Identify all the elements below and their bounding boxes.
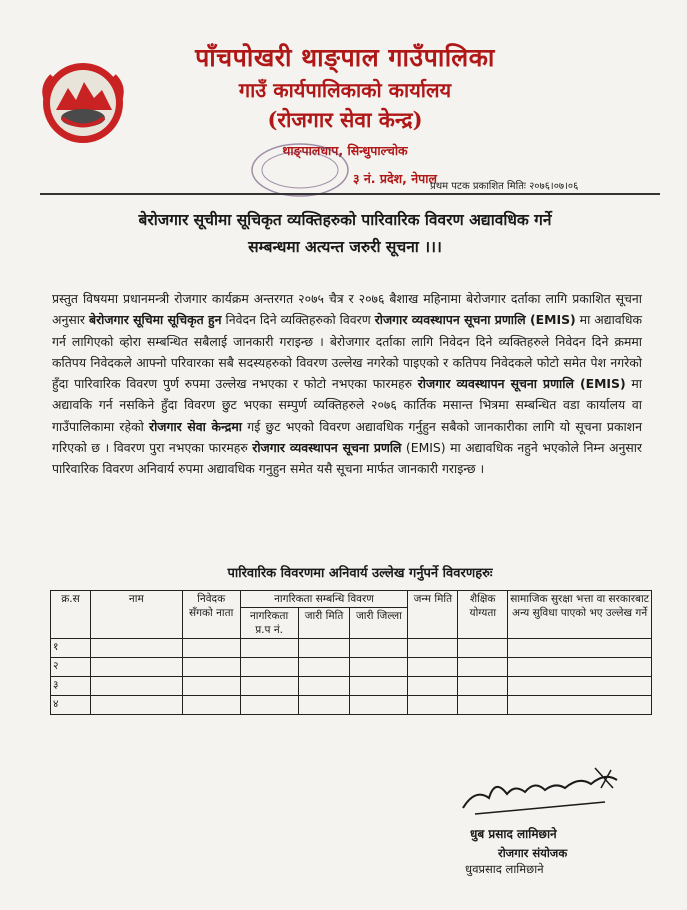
table-title: पारिवारिक विवरणमा अनिवार्य उल्लेख गर्नुपर्ने विवरणहरुः bbox=[227, 566, 493, 581]
office-stamp-icon bbox=[245, 138, 355, 200]
table-row bbox=[51, 658, 652, 677]
header-issue-date: जारी मिति bbox=[298, 608, 350, 639]
header-citizenship-group: नागरिकता सम्बन्धि विवरण bbox=[240, 591, 408, 608]
nepal-emblem-icon bbox=[38, 58, 128, 148]
header-education: शैक्षिक योग्यता bbox=[458, 591, 508, 639]
notice-body bbox=[52, 288, 642, 480]
body-bold-part: रोजगार व्यवस्थापन सूचना प्रणालि (EMIS) bbox=[417, 376, 626, 392]
subject-line-2: सम्बन्धमा अत्यन्त जरुरी सूचना ।।। bbox=[248, 238, 442, 256]
table-row bbox=[51, 639, 652, 658]
body-text-part: प्रस्तुत विषयमा प्रधानमन्त्री रोजगार कार्यक्रम अन्तरगत २०७५ चैत्र र २०७६ बैशाख महिनामा बेरोजगार दर्ताका लागि प्रकाशित सूचना अनुसार bbox=[52, 291, 642, 328]
body-bold-part: रोजगार व्यवस्थापन सूचना प्रणलि bbox=[252, 440, 402, 456]
body-bold-part: रोजगार व्यवस्थापन सूचना प्रणालि (EMIS) bbox=[374, 312, 576, 328]
header-name: नाम bbox=[90, 591, 182, 639]
header-dob: जन्म मिति bbox=[408, 591, 458, 639]
header-sn: क्र.स bbox=[51, 591, 91, 639]
address-line: थाङ्पालधाप, सिन्धुपाल्चोक bbox=[282, 143, 408, 158]
row-number: ३ bbox=[51, 677, 91, 696]
header-relation: निवेदक सँगको नाता bbox=[182, 591, 240, 639]
center-name: (रोजगार सेवा केन्द्र) bbox=[267, 107, 423, 132]
notice-subject bbox=[50, 207, 640, 261]
publish-date: प्रथम पटक प्रकाशित मितिः २०७६।०७।०६ bbox=[430, 181, 579, 192]
signature-icon bbox=[455, 758, 625, 822]
header-divider bbox=[40, 193, 660, 195]
row-number: १ bbox=[51, 639, 91, 658]
office-name: गाउँ कार्यपालिकाको कार्यालय bbox=[238, 78, 452, 102]
header-citizenship-no: नागरिकता प्र.प नं. bbox=[240, 608, 298, 639]
organization-name: पाँचपोखरी थाङ्पाल गाउँपालिका bbox=[195, 43, 495, 72]
table-row bbox=[51, 696, 652, 715]
header-social-security: सामाजिक सुरक्षा भत्ता वा सरकारबाट अन्य सुविधा पाएको भए उल्लेख गर्ने bbox=[508, 591, 652, 639]
body-text-part: मा अद्यावकि गर्न नसकिने हुँदा विवरण छुट भएका सम्पुर्ण व्यक्तिहरुले २०७६ कार्तिक मसान्त भित्रमा सम्बन्धित वडा कार्यालय वा गाउँपालिकामा रहेको bbox=[52, 376, 642, 434]
signer-title: रोजगार संयोजक bbox=[498, 846, 568, 860]
subject-line-1: बेरोजगार सूचीमा सूचिकृत व्यक्तिहरुको पारिवारिक विवरण अद्यावधिक गर्ने bbox=[138, 211, 552, 229]
table-row bbox=[51, 677, 652, 696]
body-bold-part: रोजगार सेवा केन्द्रमा bbox=[149, 418, 243, 434]
header-issue-district: जारी जिल्ला bbox=[350, 608, 408, 639]
family-details-table bbox=[50, 590, 652, 715]
body-text-part: निवेदन दिने व्यक्तिहरुको विवरण bbox=[221, 312, 375, 328]
body-text-part: गई छुट भएको विवरण अद्यावधिक गर्नुहुन सबैको जानकारीका लागि यो सूचना प्रकाशन गरिएको छ । विवरण पुरा नभएका फारमहरु bbox=[52, 418, 642, 456]
body-text-part: मा अद्यावधिक गर्न लागिएको व्होरा सम्बन्धित सबैलाई जानकारी गराइन्छ । बेरोजगार दर्ताका लागि निवेदन दिने व्यक्तिहरुले निवेदन दिने क्रममा कतिपय निवेदकले आफ्नो परिवारका सबै सदस्यहरुको विवरण उल्लेख नगरेको पाइएको र कतिपय निवेदकले फोटो समेत पेश नगरेको हुँदा पारिवारिक विवरण पुर्ण रुपमा उल्लेख नभएका र फोटो नभएका फारमहरु bbox=[52, 312, 643, 392]
row-number: ४ bbox=[51, 696, 91, 715]
signer-name: धुब प्रसाद लामिछाने bbox=[470, 827, 557, 841]
signer-handwritten-name: धुवप्रसाद लामिछाने bbox=[465, 862, 544, 876]
province-line: ३ नं. प्रदेश, नेपाल bbox=[353, 171, 437, 186]
body-bold-part: बेरोजगार सूचिमा सूचिकृत हुन bbox=[89, 312, 222, 328]
body-text-part: (EMIS) मा अद्यावधिक नहुने भएकोले निम्न अनुसार पारिवारिक विवरण अनिवार्य रुपमा अद्यावधिक गनुहुन समेत यसै सूचना मार्फत जानकारी गराइन्छ । bbox=[52, 440, 642, 477]
row-number: २ bbox=[51, 658, 91, 677]
